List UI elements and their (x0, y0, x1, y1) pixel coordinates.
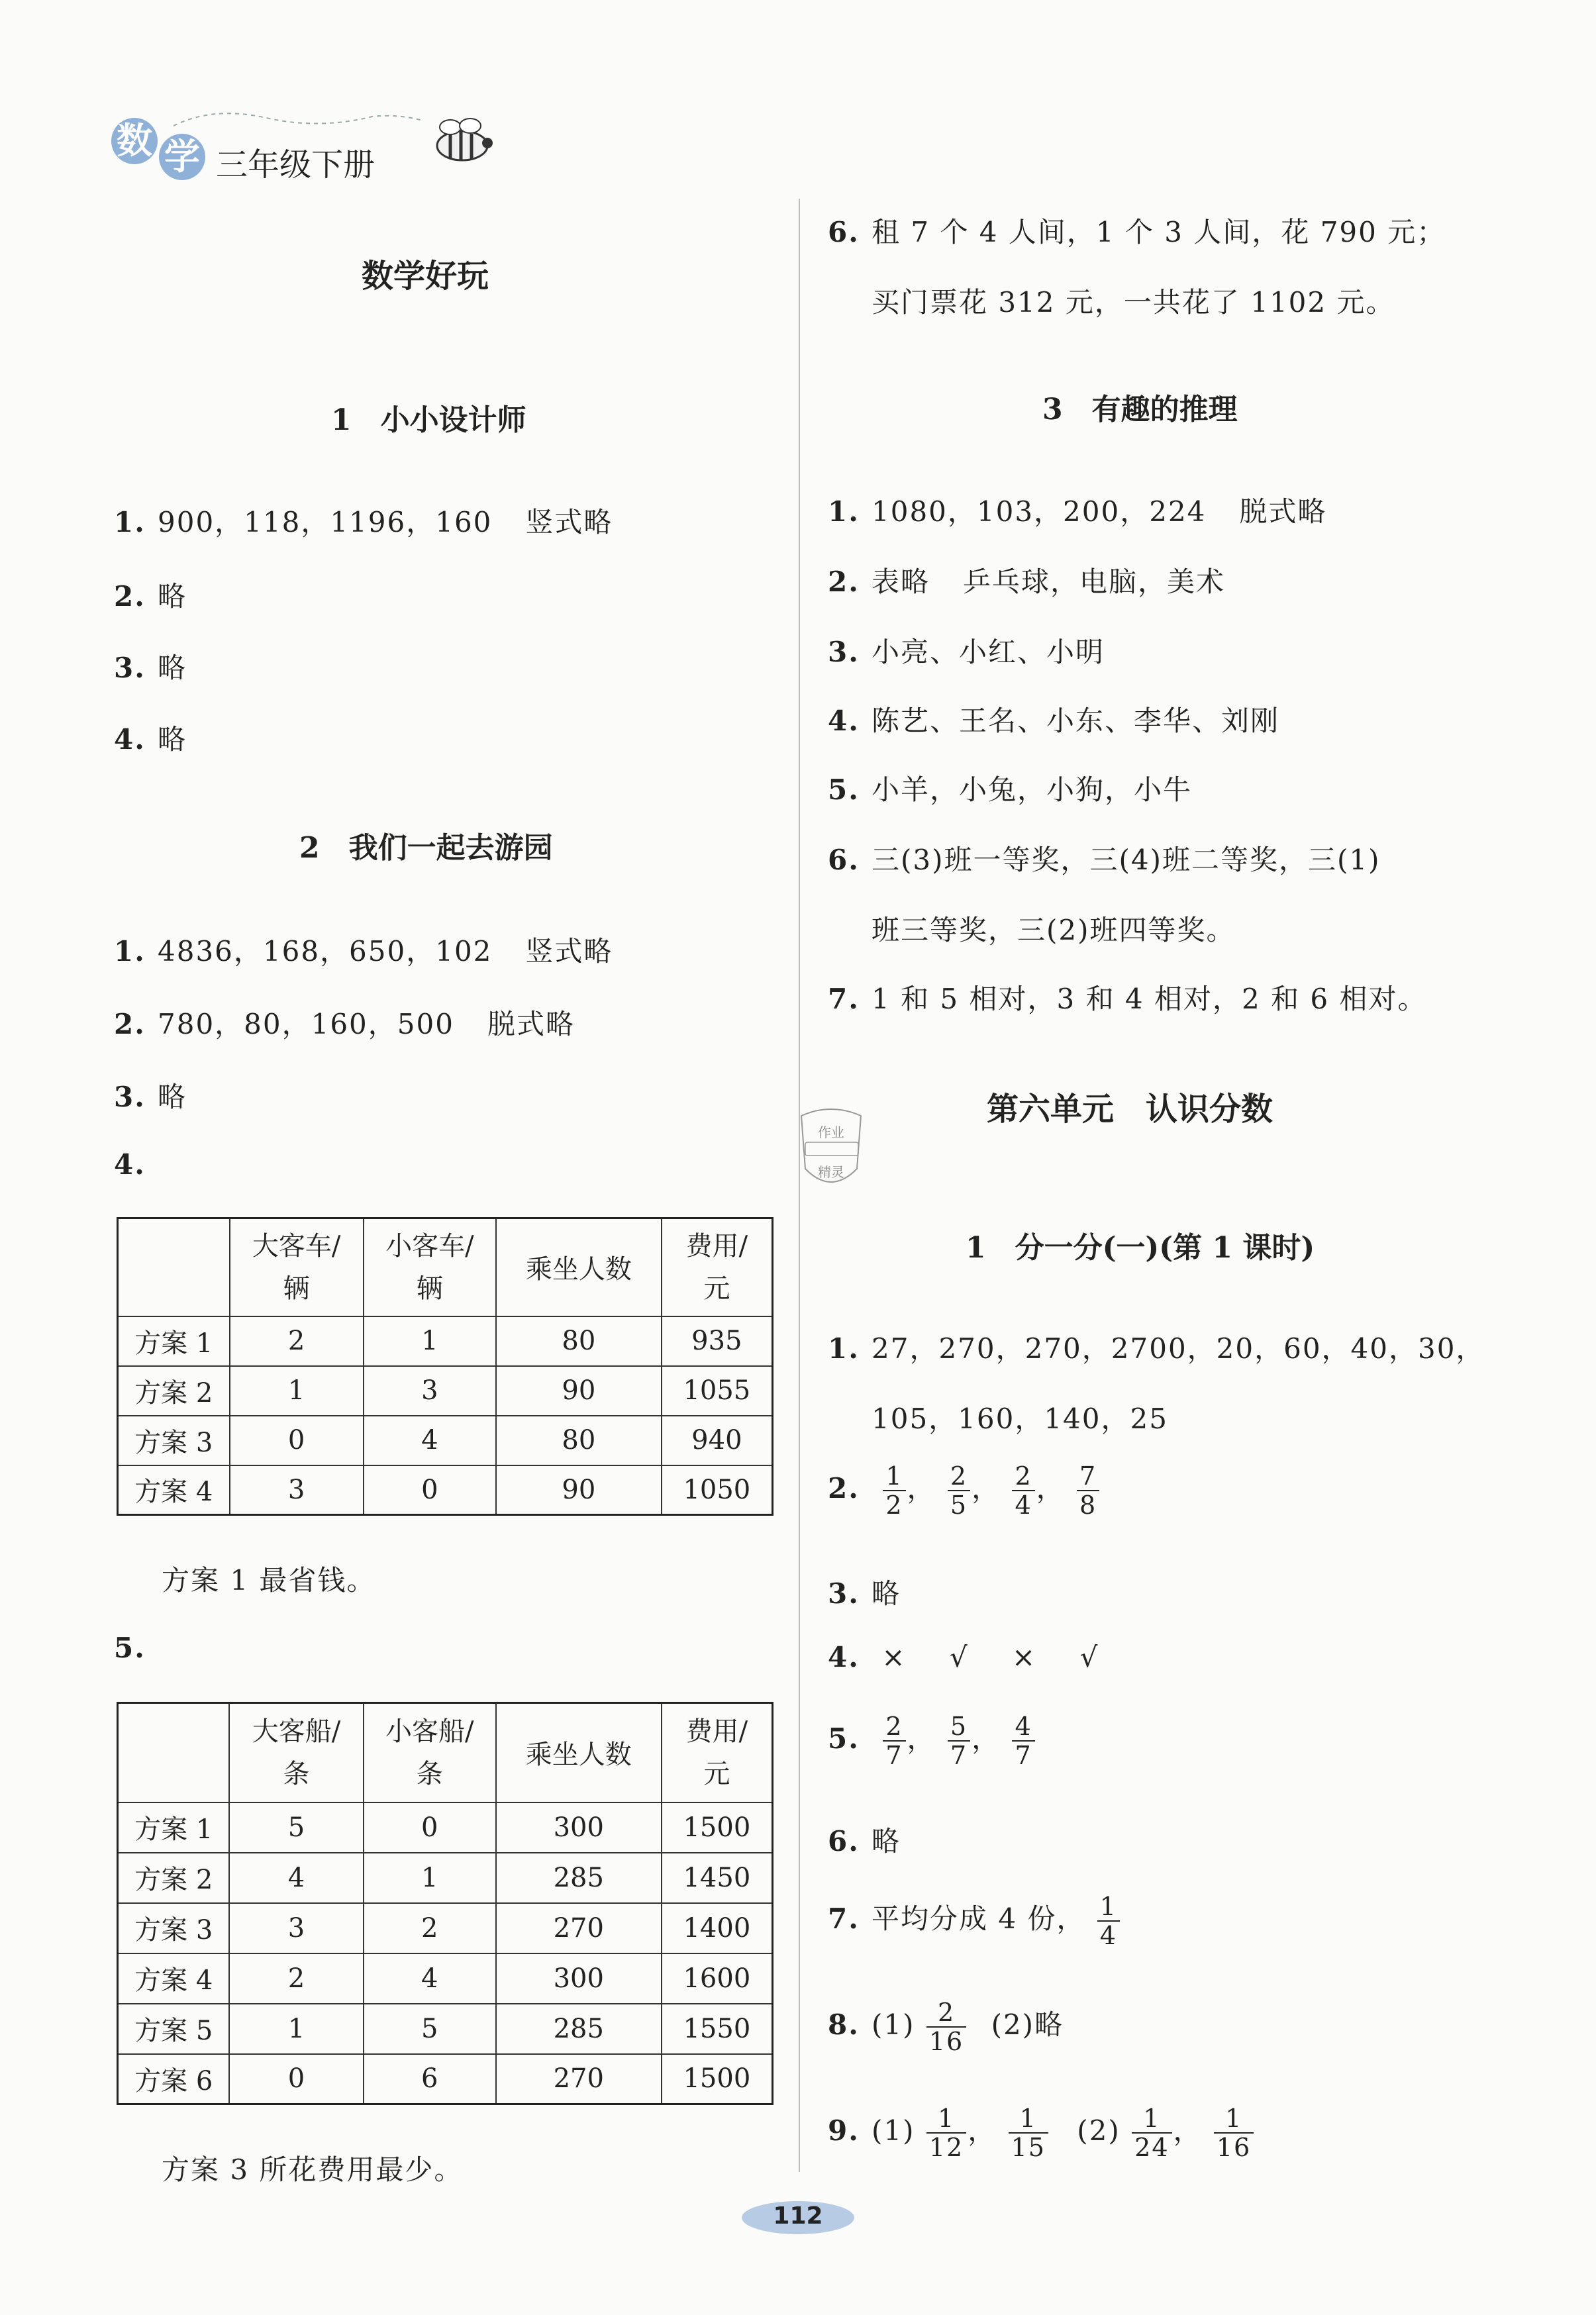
table-row (118, 2054, 773, 2104)
table-cell: 1 (229, 2004, 363, 2054)
table-cell: 300 (496, 1953, 662, 2004)
answer-text: 略 (872, 1577, 901, 1610)
table-cell: 3 (229, 1903, 363, 1953)
table-cell: 1 (364, 1316, 496, 1366)
header-dashed-swirl-icon (174, 106, 425, 132)
badge-char-1: 数 (111, 118, 158, 164)
table-cell: 2 (364, 1903, 496, 1953)
table-header-cell: 费用/ 元 (662, 1703, 773, 1802)
answer-row (828, 977, 1427, 1017)
mark-check-icon: √ (1079, 1641, 1099, 1673)
item-number: 3. (828, 636, 860, 668)
fraction: $\frac{2}{16}$ (926, 2000, 966, 2054)
answer-row (114, 1632, 158, 1664)
table-cell: 270 (496, 1903, 662, 1953)
answer-row (828, 560, 1225, 600)
item-number: 1. (114, 506, 146, 538)
table-cell: 方案 4 (118, 1465, 230, 1515)
item-number: 4. (114, 723, 146, 756)
answer-text: 1080，103，200，224 (872, 495, 1207, 528)
answer-row: 5. $\frac{2}{7}$ ， $\frac{5}{7}$ ， $\frac{4}{7}$ (828, 1714, 1036, 1768)
item-number: 3. (114, 652, 146, 684)
table-cell: 1500 (662, 1802, 773, 1853)
table-cell: 5 (364, 2004, 496, 2054)
table-cell: 5 (229, 1802, 363, 1853)
table-row (118, 1853, 773, 1903)
item-number: 7. (828, 983, 860, 1015)
fraction: $\frac{2}{5}$ (948, 1463, 970, 1518)
fraction: $\frac{7}{8}$ (1077, 1463, 1099, 1518)
table-cell: 方案 2 (118, 1853, 230, 1903)
table-row (118, 1802, 773, 1853)
item-number: 4. (828, 705, 860, 737)
answer-text: 平均分成 4 份， (872, 1902, 1086, 1935)
table-cell: 方案 5 (118, 2004, 230, 2054)
table-header-cell: 小客车/ 辆 (364, 1218, 496, 1316)
item-number: 2. (114, 1008, 146, 1040)
fraction: $\frac{2}{4}$ (1012, 1463, 1034, 1518)
answer-row (828, 838, 1380, 878)
table-cell: 方案 1 (118, 1802, 230, 1853)
answer-text: 陈艺、王名、小东、李华、刘刚 (872, 705, 1280, 737)
table-header-cell: 费用/ 元 (662, 1218, 773, 1316)
answer-note: 脱式略 (487, 1008, 575, 1040)
answer-text: 4836，168，650，102 (158, 935, 493, 967)
answer-row (828, 1894, 1121, 1948)
table-row (118, 1316, 773, 1366)
table-header-cell: 小客船/ 条 (364, 1703, 496, 1802)
table-cell: 1050 (662, 1465, 773, 1515)
table-row (118, 1903, 773, 1953)
table-cell: 4 (364, 1953, 496, 2004)
item-number: 5. (828, 773, 860, 806)
table-cell: 0 (364, 1465, 496, 1515)
table-cell: 方案 2 (118, 1366, 230, 1416)
item-number: 7. (828, 1902, 860, 1935)
table-cell: 285 (496, 1853, 662, 1903)
answer-text: 小羊，小兔，小狗，小牛 (872, 773, 1193, 806)
answer-part-label: (1) (872, 2008, 915, 2041)
table-header-cell: 乘坐人数 (496, 1703, 662, 1802)
answer-text: 略 (158, 723, 187, 756)
item-number: 6. (828, 844, 860, 876)
answer-text: 900，118，1196，160 (158, 506, 493, 538)
table-cell: 0 (230, 1416, 364, 1465)
table-cell: 3 (230, 1465, 364, 1515)
answer-row (828, 2000, 1064, 2054)
fraction: $\frac{1}{2}$ (883, 1463, 905, 1518)
table-cell: 1600 (662, 1953, 773, 2004)
answer-row (828, 211, 1446, 250)
answer-note: 脱式略 (1239, 495, 1327, 528)
bus-plan-table (117, 1217, 773, 1516)
mark-cross-icon: × (881, 1641, 907, 1673)
answer-row (114, 1075, 187, 1115)
table-row (118, 1465, 773, 1515)
table-cell: 方案 3 (118, 1903, 230, 1953)
item-number: 4. (114, 1148, 146, 1181)
table-cell: 1450 (662, 1853, 773, 1903)
item-number: 9. (828, 2114, 860, 2147)
item-number: 6. (828, 216, 860, 248)
answer-continuation: 105，160，140，25 (872, 1403, 1168, 1435)
answer-text: 租 7 个 4 人间，1 个 3 人间，花 790 元； (872, 216, 1446, 248)
item-number: 8. (828, 2008, 860, 2041)
answer-row (828, 490, 1326, 530)
item-number: 6. (828, 1825, 860, 1857)
answer-row (114, 718, 187, 758)
subsection-title-1: 1 小小设计师 (331, 403, 526, 437)
answer-row: 9. (1) $\frac{1}{12}$ ， $\frac{1}{15}$ (2) $\frac{1}{24}$ ， $\frac{1}{16}$ (828, 2106, 1255, 2160)
answer-text: 略 (158, 652, 187, 684)
page-number (742, 2197, 854, 2237)
answer-row (828, 1641, 1099, 1673)
table-header-cell: 乘坐人数 (496, 1218, 662, 1316)
answer-text: 小亮、小红、小明 (872, 636, 1105, 668)
table-cell: 4 (364, 1416, 496, 1465)
table-row (118, 2004, 773, 2054)
boat-plan-table (117, 1702, 773, 2105)
answer-row (114, 646, 187, 686)
table-header-cell (118, 1703, 230, 1802)
table-cell: 90 (496, 1465, 662, 1515)
answer-continuation: 买门票花 312 元，一共花了 1102 元。 (872, 286, 1395, 319)
answer-text: 780，80，160，500 (158, 1008, 454, 1040)
answer-row (114, 930, 613, 969)
mark-cross-icon: × (1012, 1641, 1037, 1673)
table-cell: 3 (364, 1366, 496, 1416)
item-number: 3. (828, 1577, 860, 1610)
item-number: 2. (114, 580, 146, 613)
fraction: $\frac{2}{7}$ (883, 1714, 905, 1768)
table-cell: 1500 (662, 2054, 773, 2104)
table-cell: 80 (496, 1316, 662, 1366)
answer-row (114, 1003, 575, 1042)
table-cell: 80 (496, 1416, 662, 1465)
table2-conclusion: 方案 3 所花费用最少。 (162, 2153, 464, 2186)
item-number: 5. (828, 1722, 860, 1755)
table-cell: 4 (229, 1853, 363, 1903)
table-cell: 1400 (662, 1903, 773, 1953)
table-cell: 方案 1 (118, 1316, 230, 1366)
table-cell: 935 (662, 1316, 773, 1366)
watermark-stamp-icon (788, 1103, 874, 1202)
table-header-cell: 大客车/ 辆 (230, 1218, 364, 1316)
stamp-text-bottom: 精灵 (818, 1164, 844, 1180)
item-number: 1. (114, 935, 146, 967)
table-cell: 2 (230, 1316, 364, 1366)
fraction: $\frac{1}{24}$ (1132, 2106, 1172, 2160)
answer-row (828, 1820, 901, 1859)
item-number: 2. (828, 566, 860, 598)
unit-title: 第六单元 认识分数 (987, 1091, 1273, 1128)
answer-row (828, 1327, 1485, 1367)
item-number: 5. (114, 1632, 146, 1664)
answer-text: 27，270，270，2700，20，60，40，30， (872, 1332, 1485, 1365)
item-number: 4. (828, 1641, 860, 1673)
answer-row (828, 699, 1279, 739)
stamp-text-top: 作业 (818, 1124, 844, 1140)
subsection-title-2: 2 我们一起去游园 (299, 831, 553, 865)
table1-conclusion: 方案 1 最省钱。 (162, 1564, 376, 1597)
table-cell: 0 (364, 1802, 496, 1853)
fraction: $\frac{1}{15}$ (1009, 2106, 1048, 2160)
table-cell: 285 (496, 2004, 662, 2054)
answer-note: 竖式略 (525, 935, 613, 967)
answer-note: 竖式略 (525, 506, 613, 538)
mark-check-icon: √ (949, 1641, 969, 1673)
answer-row (114, 501, 613, 540)
table-row (118, 1953, 773, 2004)
page-number-text: 112 (773, 2202, 823, 2230)
table-cell: 2 (229, 1953, 363, 2004)
table-cell: 1550 (662, 2004, 773, 2054)
item-number: 1. (828, 495, 860, 528)
item-number: 2. (828, 1472, 860, 1504)
table-header-cell (118, 1218, 230, 1316)
table-cell: 300 (496, 1802, 662, 1853)
answer-row (114, 1148, 158, 1181)
table-row (118, 1366, 773, 1416)
answer-row (828, 768, 1192, 808)
table-cell: 90 (496, 1366, 662, 1416)
bee-icon (424, 114, 497, 167)
answer-text: 略 (872, 1825, 901, 1857)
answer-text: 略 (158, 580, 187, 613)
item-number: 3. (114, 1081, 146, 1113)
answer-text: 略 (158, 1081, 187, 1113)
fraction: $\frac{4}{7}$ (1012, 1714, 1034, 1768)
section-title: 数学好玩 (362, 258, 489, 295)
grade-label: 三年级下册 (216, 146, 375, 183)
fraction: $\frac{1}{4}$ (1097, 1894, 1120, 1948)
table-header-cell: 大客船/ 条 (229, 1703, 363, 1802)
table-cell: 270 (496, 2054, 662, 2104)
table-cell: 0 (229, 2054, 363, 2104)
table-cell: 1 (230, 1366, 364, 1416)
answer-text: 表略 (872, 566, 930, 598)
answer-row (828, 1572, 901, 1612)
answer-text: 1 和 5 相对，3 和 4 相对，2 和 6 相对。 (872, 983, 1427, 1015)
fraction: $\frac{5}{7}$ (948, 1714, 970, 1768)
table-cell: 6 (364, 2054, 496, 2104)
table-cell: 方案 6 (118, 2054, 230, 2104)
table-cell: 1055 (662, 1366, 773, 1416)
table-cell: 方案 4 (118, 1953, 230, 2004)
table-cell: 方案 3 (118, 1416, 230, 1465)
badge-char-2: 学 (159, 134, 205, 180)
answer-row (828, 630, 1105, 670)
answer-text: 三(3)班一等奖，三(4)班二等奖，三(1) (872, 844, 1381, 876)
answer-row (114, 575, 187, 615)
fraction: $\frac{1}{12}$ (926, 2106, 966, 2160)
fraction: $\frac{1}{16}$ (1214, 2106, 1254, 2160)
table-cell: 940 (662, 1416, 773, 1465)
answer-part-label: (2)略 (991, 2008, 1064, 2041)
answer-note: 乒乓球，电脑，美术 (963, 566, 1226, 598)
subsection-title-4: 1 分一分(一)(第 1 课时) (966, 1231, 1315, 1265)
table-cell: 1 (364, 1853, 496, 1903)
answer-continuation: 班三等奖，三(2)班四等奖。 (872, 914, 1236, 946)
answer-row: 2. $\frac{1}{2}$ ， $\frac{2}{5}$ ， $\frac{2}{4}$ ， $\frac{7}{8}$ (828, 1463, 1101, 1518)
table-row (118, 1416, 773, 1465)
item-number: 1. (828, 1332, 860, 1365)
answer-part-label: (1) (872, 2114, 915, 2147)
answer-part-label: (2) (1077, 2114, 1121, 2147)
subsection-title-3: 3 有趣的推理 (1042, 393, 1238, 426)
